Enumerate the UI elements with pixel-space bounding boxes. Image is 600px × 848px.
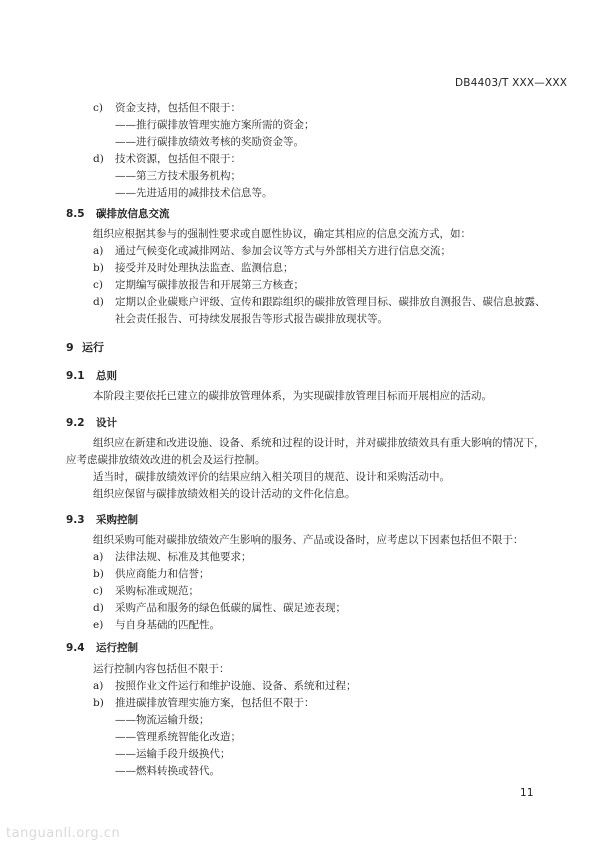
list-text: 接受并及时处理执法监查、监测信息； bbox=[115, 262, 294, 274]
dash-item: ——燃料转换或替代。 bbox=[115, 765, 220, 777]
list-text: 定期编写碳排放报告和开展第三方核查； bbox=[115, 279, 304, 291]
list-text: 供应商能力和信誉； bbox=[115, 568, 210, 580]
section-heading bbox=[66, 207, 170, 221]
section-title: 碳排放信息交流 bbox=[96, 208, 170, 220]
paragraph: 组织应保留与碳排放绩效相关的设计活动的文件化信息。 bbox=[93, 488, 356, 500]
dash-item: ——先进适用的减排技术信息等。 bbox=[115, 187, 273, 199]
paragraph: 组织应在新建和改进设施、设备、系统和过程的设计时，并对碳排放绩效具有重大影响的情况下， bbox=[93, 437, 545, 449]
list-item bbox=[93, 550, 252, 564]
dash-item: ——进行碳排放绩效考核的奖励资金等。 bbox=[115, 136, 304, 148]
list-item bbox=[93, 261, 294, 275]
section-title: 总则 bbox=[96, 370, 117, 382]
paragraph: 组织采购可能对碳排放绩效产生影响的服务、产品或设备时，应考虑以下因素包括但不限于： bbox=[93, 534, 524, 546]
section-heading bbox=[66, 513, 138, 527]
list-marker: b) bbox=[93, 262, 104, 274]
dash-item: ——运输手段升级换代； bbox=[115, 748, 231, 760]
list-marker: a) bbox=[93, 245, 104, 257]
section-title: 设计 bbox=[96, 417, 117, 429]
dash-item: ——管理系统智能化改造； bbox=[115, 731, 241, 743]
section-number: 9.1 bbox=[66, 370, 85, 382]
section-heading bbox=[66, 641, 138, 655]
list-item bbox=[93, 567, 210, 581]
chapter-title: 运行 bbox=[82, 341, 104, 354]
list-item bbox=[93, 278, 304, 292]
list-item bbox=[93, 618, 220, 632]
dash-item: ——第三方技术服务机构； bbox=[115, 170, 241, 182]
section-heading bbox=[66, 369, 117, 383]
list-marker: d) bbox=[93, 602, 104, 614]
dash-item: ——推行碳排放管理实施方案所需的资金； bbox=[115, 119, 315, 131]
list-text: 按照作业文件运行和维护设施、设备、系统和过程； bbox=[115, 680, 357, 692]
section-number: 8.5 bbox=[66, 208, 85, 220]
paragraph: 适当时，碳排放绩效评价的结果应纳入相关项目的规范、设计和采购活动中。 bbox=[93, 471, 450, 483]
document-code: DB4403/T XXX—XXX bbox=[455, 77, 568, 89]
list-item bbox=[93, 696, 315, 710]
paragraph: 运行控制内容包括但不限于： bbox=[93, 663, 230, 675]
list-text: 推进碳排放管理实施方案，包括但不限于： bbox=[115, 697, 315, 709]
section-heading bbox=[66, 416, 117, 430]
list-marker: a) bbox=[93, 551, 104, 563]
list-text: 定期以企业碳账户评级、宣传和跟踪组织的碳排放管理目标、碳排放自测报告、碳信息披露、 bbox=[115, 296, 546, 308]
paragraph: 组织应根据其参与的强制性要求或自愿性协议，确定其相应的信息交流方式，如： bbox=[93, 228, 471, 240]
list-item bbox=[93, 295, 546, 309]
list-text: 技术资源，包括但不限于： bbox=[115, 153, 241, 165]
list-marker: a) bbox=[93, 680, 104, 692]
chapter-number: 9 bbox=[66, 341, 74, 354]
list-marker: b) bbox=[93, 697, 104, 709]
list-marker: d) bbox=[93, 296, 104, 308]
list-item bbox=[93, 101, 241, 115]
list-item bbox=[93, 584, 199, 598]
section-number: 9.2 bbox=[66, 417, 85, 429]
list-text: 资金支持，包括但不限于： bbox=[115, 102, 241, 114]
list-item bbox=[93, 244, 451, 258]
section-number: 9.4 bbox=[66, 642, 85, 654]
section-number: 9.3 bbox=[66, 514, 85, 526]
list-item bbox=[93, 152, 241, 166]
list-marker: c) bbox=[93, 102, 103, 114]
list-continuation: 社会责任报告、可持续发展报告等形式报告碳排放现状等。 bbox=[115, 313, 388, 325]
list-text: 采购产品和服务的绿色低碳的属性、碳足迹表现； bbox=[115, 602, 346, 614]
list-marker: b) bbox=[93, 568, 104, 580]
page-number: 11 bbox=[520, 787, 534, 799]
paragraph: 本阶段主要依托已建立的碳排放管理体系，为实现碳排放管理目标而开展相应的活动。 bbox=[93, 390, 492, 402]
section-title: 运行控制 bbox=[96, 642, 138, 654]
list-item bbox=[93, 679, 357, 693]
watermark: tanguanli.org.cn bbox=[6, 826, 121, 841]
chapter-heading bbox=[66, 341, 104, 355]
list-text: 法律法规、标准及其他要求； bbox=[115, 551, 252, 563]
paragraph-continuation: 应考虑碳排放绩效改进的机会及运行控制。 bbox=[66, 454, 266, 466]
list-item bbox=[93, 601, 346, 615]
dash-item: ——物流运输升级； bbox=[115, 714, 210, 726]
list-text: 采购标准或规范； bbox=[115, 585, 199, 597]
list-marker: d) bbox=[93, 153, 104, 165]
list-text: 与自身基础的匹配性。 bbox=[115, 619, 220, 631]
list-marker: c) bbox=[93, 279, 103, 291]
section-title: 采购控制 bbox=[96, 514, 138, 526]
list-text: 通过气候变化或减排网站、参加会议等方式与外部相关方进行信息交流； bbox=[115, 245, 451, 257]
list-marker: e) bbox=[93, 619, 104, 631]
list-marker: c) bbox=[93, 585, 103, 597]
